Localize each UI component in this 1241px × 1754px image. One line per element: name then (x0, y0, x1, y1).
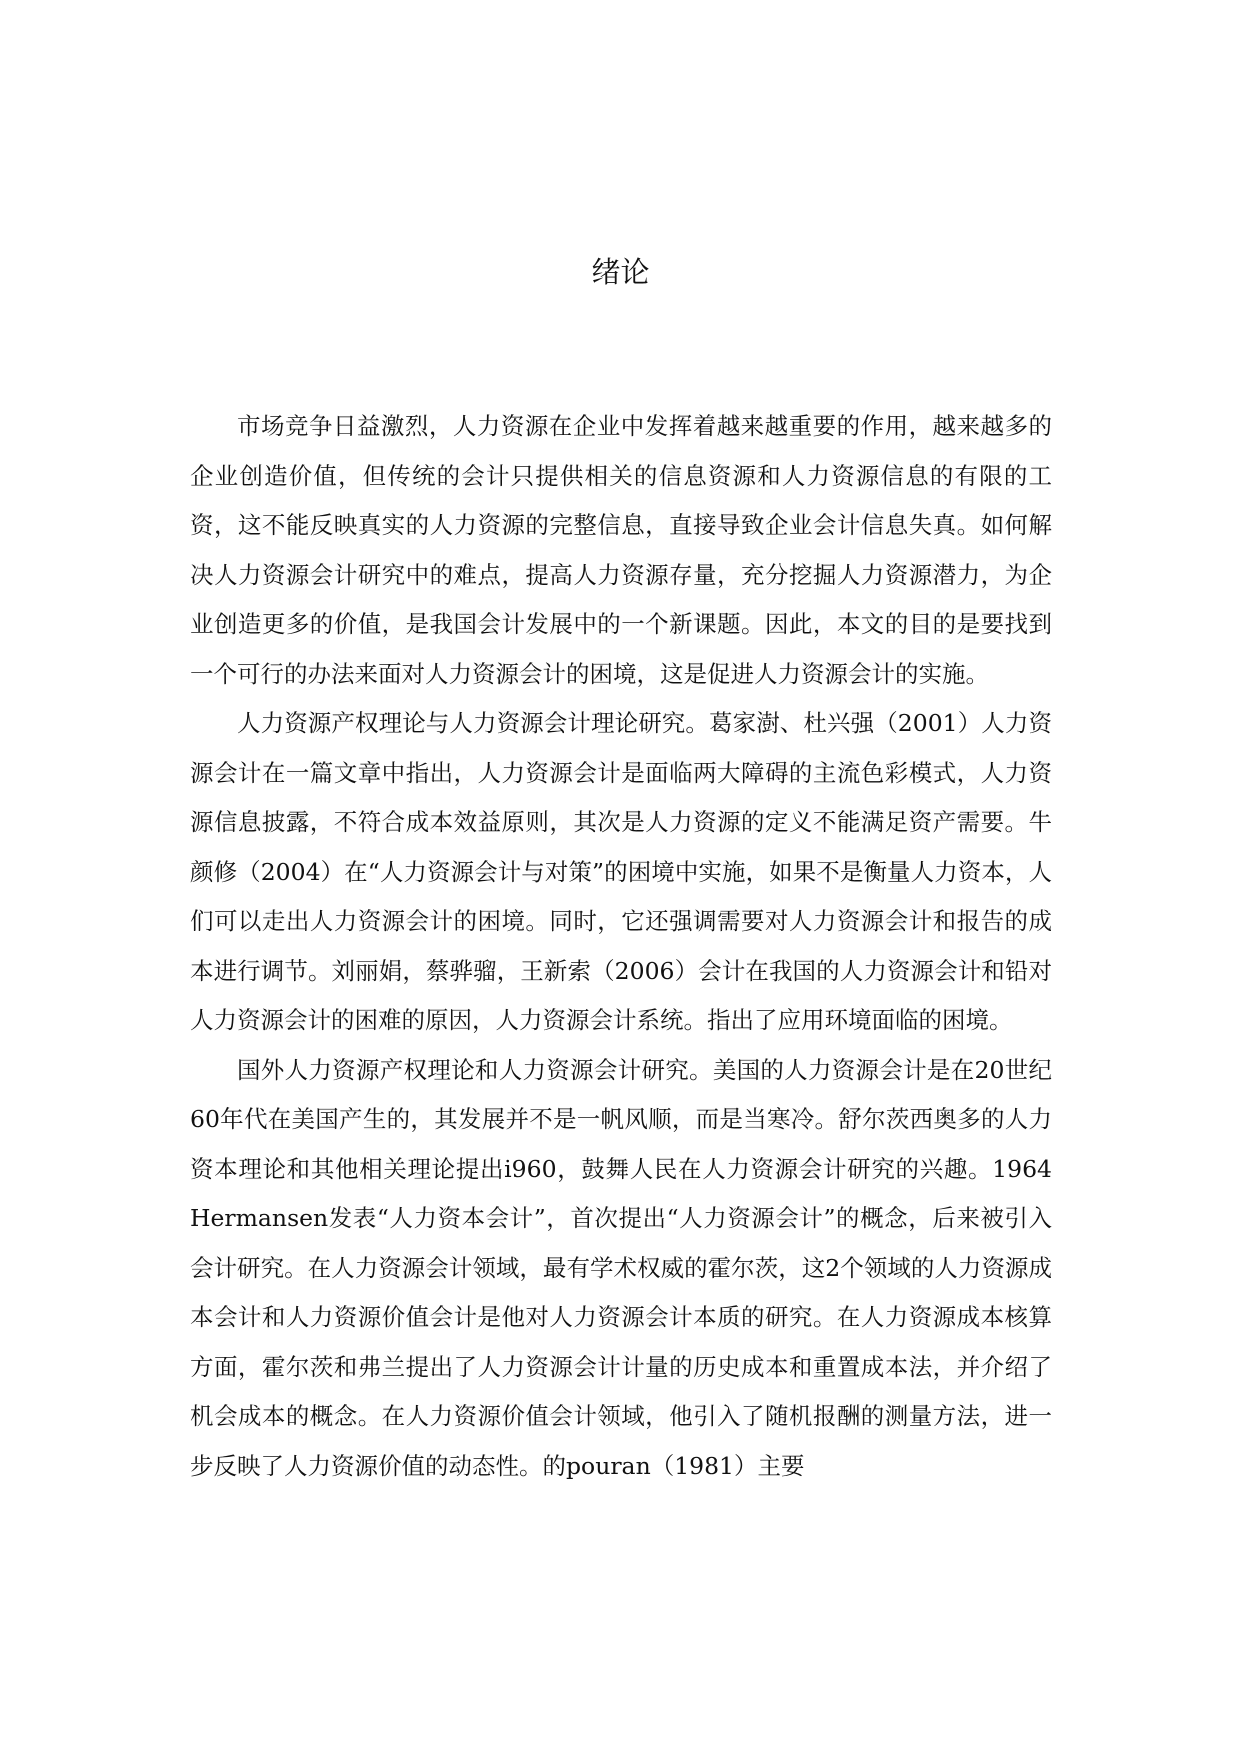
paragraph-3: 国外人力资源产权理论和人力资源会计研究。美国的人力资源会计是在20世纪60年代在美国产生的，其发展并不是一帆风顺，而是当寒冷。舒尔茨西奥多的人力资本理论和其他相关理论提出i960，鼓舞人民在人力资源会计研究的兴趣。1964 Hermansen发表“人力资本会计”，首次提出“人力资源会计”的概念，后来被引入会计研究。在人力资源会计领域，最有学术权威的霍尔茨，这2个领域的人力资源成本会计和人力资源价值会计是他对人力资源会计本质的研究。在人力资源成本核算方面，霍尔茨和弗兰提出了人力资源会计计量的历史成本和重置成本法，并介绍了机会成本的概念。在人力资源价值会计领域，他引入了随机报酬的测量方法，进一步反映了人力资源价值的动态性。的pouran（1981）主要 (190, 1055, 1052, 1480)
paragraph-1: 市场竞争日益激烈，人力资源在企业中发挥着越来越重要的作用，越来越多的企业创造价值，但传统的会计只提供相关的信息资源和人力资源信息的有限的工资，这不能反映真实的人力资源的完整信息，直接导致企业会计信息失真。如何解决人力资源会计研究中的难点，提高人力资源存量，充分挖掘人力资源潜力，为企业创造更多的价值，是我国会计发展中的一个新课题。因此，本文的目的是要找到一个可行的办法来面对人力资源会计的困境，这是促进人力资源会计的实施。 (190, 412, 1052, 688)
page-title: 绪论 (591, 255, 650, 289)
paragraph-2: 人力资源产权理论与人力资源会计理论研究。葛家澍、杜兴强（2001）人力资源会计在一篇文章中指出，人力资源会计是面临两大障碍的主流色彩模式，人力资源信息披露，不符合成本效益原则，其次是人力资源的定义不能满足资产需要。牛颜修（2004）在“人力资源会计与对策”的困境中实施，如果不是衡量人力资本，人们可以走出人力资源会计的困境。同时，它还强调需要对人力资源会计和报告的成本进行调节。刘丽娟，蔡骅骝，王新索（2006）会计在我国的人力资源会计和铅对人力资源会计的困难的原因，人力资源会计系统。指出了应用环境面临的困境。 (190, 709, 1052, 1034)
body-text (190, 402, 1052, 1491)
